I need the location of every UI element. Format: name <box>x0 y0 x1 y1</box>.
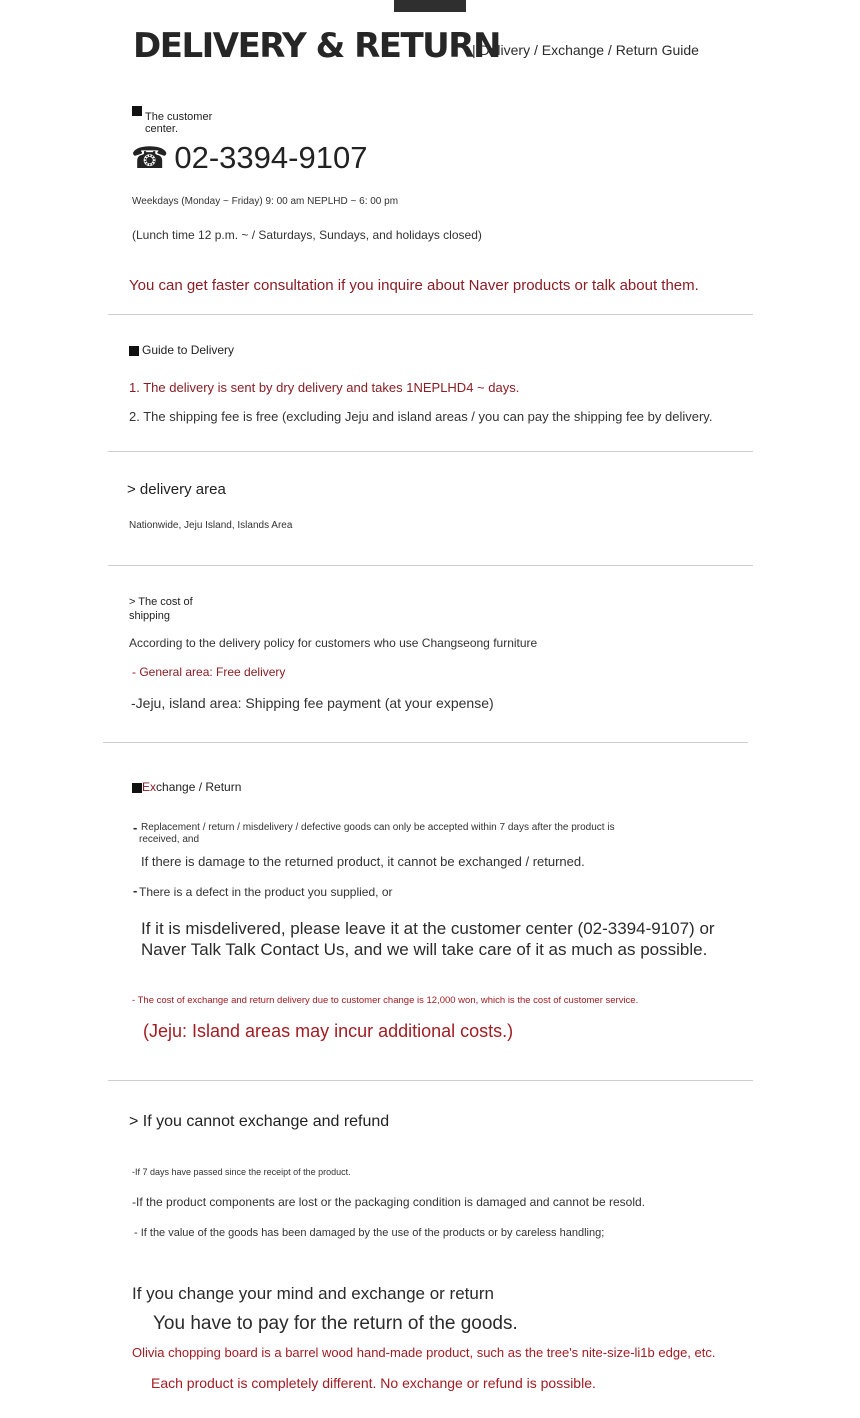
shipping-cost-heading <box>129 595 193 623</box>
page-subtitle: | Delivery / Exchange / Return Guide <box>472 42 699 58</box>
divider <box>103 742 748 743</box>
exchange-line-4 <box>141 918 715 960</box>
exchange-line-1b: received, and <box>139 834 200 845</box>
business-hours: Weekdays (Monday ~ Friday) 9: 00 am NEPLHD ~ 6: 00 pm <box>132 196 399 207</box>
divider <box>108 565 753 566</box>
page-title: DELIVERY & RETURN <box>133 26 500 66</box>
exchange-line-3: There is a defect in the product you supplied, or <box>139 885 393 899</box>
exchange-line-1 <box>139 822 615 846</box>
no-refund-item-3: - If the value of the goods has been damaged by the use of the products or by careless handling; <box>134 1227 605 1239</box>
customer-center-label-line2: center. <box>145 123 179 135</box>
change-mind-note: If you change your mind and exchange or return <box>132 1284 494 1303</box>
square-bullet-icon <box>132 106 142 116</box>
delivery-area-value: Nationwide, Jeju Island, Islands Area <box>129 520 293 531</box>
exchange-return-heading <box>132 780 241 794</box>
delivery-area-heading: > delivery area <box>127 481 226 498</box>
exchange-return-heading-prefix: Ex <box>142 780 157 794</box>
shipping-policy: According to the delivery policy for customers who use Changseong furniture <box>129 636 538 650</box>
delivery-guide-item-1: 1. The delivery is sent by dry delivery and takes 1NEPLHD4 ~ days. <box>129 380 520 395</box>
square-bullet-icon <box>132 783 142 793</box>
top-tab-decoration <box>394 0 466 12</box>
exchange-line-4a: If it is misdelivered, please leave it at the customer center (02-3394-9107) or <box>141 919 715 938</box>
exchange-return-heading-rest: change / Return <box>156 780 242 794</box>
shipping-cost-heading-line1: > The cost of <box>129 596 193 608</box>
each-product-note: Each product is completely different. No exchange or refund is possible. <box>151 1375 596 1391</box>
delivery-guide-heading <box>129 343 234 357</box>
delivery-guide-heading-text: Guide to Delivery <box>142 343 235 357</box>
customer-center-label-line1: The customer <box>145 111 213 123</box>
phone-row <box>131 140 367 176</box>
divider <box>108 451 753 452</box>
pay-return-note: You have to pay for the return of the goods. <box>153 1313 518 1334</box>
exchange-line-1a: Replacement / return / misdelivery / defective goods can only be accepted within 7 days after the product is <box>141 822 615 833</box>
square-bullet-icon <box>129 346 139 356</box>
dash-marker: - <box>133 820 138 835</box>
jeju-extra-cost-note: (Jeju: Island areas may incur additional costs.) <box>143 1021 514 1041</box>
no-refund-item-1: -If 7 days have passed since the receipt of the product. <box>132 1167 351 1177</box>
delivery-guide-item-2: 2. The shipping fee is free (excluding Jeju and island areas / you can pay the shipping fee by delivery. <box>129 409 713 424</box>
no-refund-item-2: -If the product components are lost or the packaging condition is damaged and cannot be resold. <box>132 1195 645 1209</box>
exchange-cost-note: - The cost of exchange and return delivery due to customer change is 12,000 won, which is the cost of customer service. <box>132 995 639 1006</box>
olivia-board-note: Olivia chopping board is a barrel wood hand-made product, such as the tree's nite-size-li1b edge, etc. <box>132 1345 716 1360</box>
no-refund-heading: > If you cannot exchange and refund <box>129 1113 390 1130</box>
dash-marker: - <box>133 883 138 898</box>
divider <box>108 1080 753 1081</box>
divider <box>108 314 753 315</box>
closed-hours: (Lunch time 12 p.m. ~ / Saturdays, Sundays, and holidays closed) <box>132 228 482 242</box>
shipping-jeju-area: -Jeju, island area: Shipping fee payment (at your expense) <box>131 695 494 711</box>
exchange-line-4b: Naver Talk Talk Contact Us, and we will take care of it as much as possible. <box>141 940 708 959</box>
shipping-general-area: - General area: Free delivery <box>132 665 286 679</box>
naver-consult-note: You can get faster consultation if you inquire about Naver products or talk about them. <box>129 277 699 294</box>
exchange-line-2: If there is damage to the returned product, it cannot be exchanged / returned. <box>141 854 585 869</box>
customer-center-label <box>132 111 212 135</box>
shipping-cost-heading-line2: shipping <box>129 610 170 622</box>
phone-number: 02-3394-9107 <box>174 140 368 175</box>
telephone-icon: ☎ <box>131 142 169 175</box>
